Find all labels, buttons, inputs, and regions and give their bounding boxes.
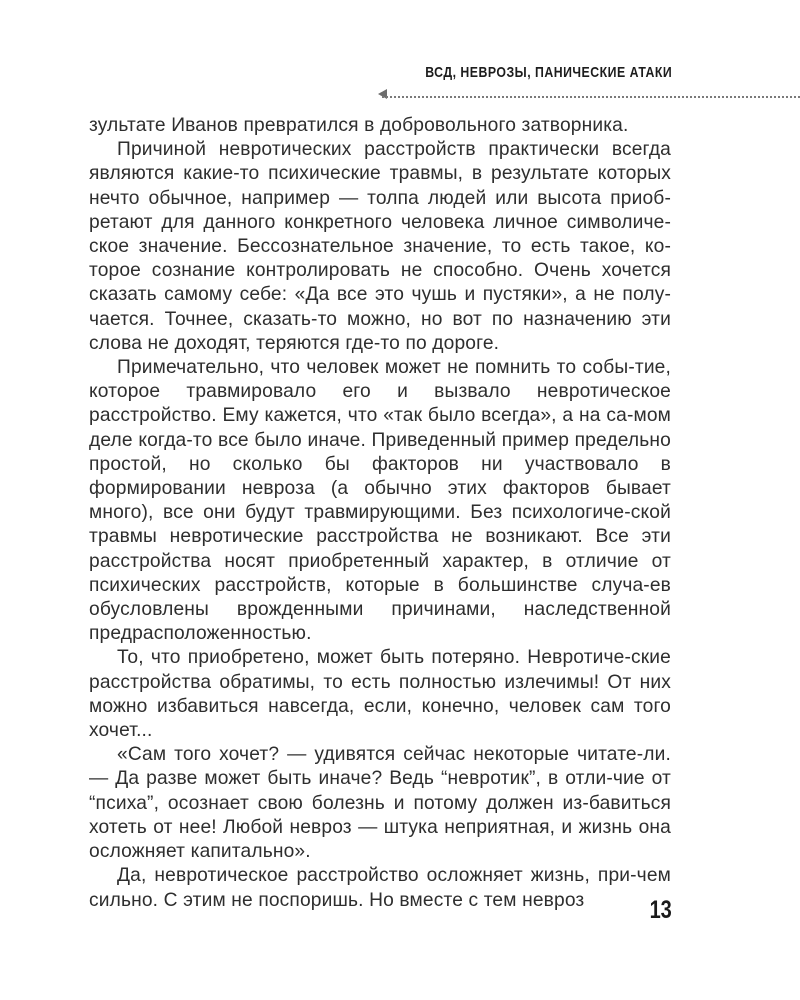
paragraph: То, что приобретено, может быть потеряно. Невротиче-ские расстройства обратимы, то есть полностью излечимы! От них можно избавиться навсегда, если, конечно, человек сам того хочет... xyxy=(89,647,671,742)
running-head-title: ВСД, НЕВРОЗЫ, ПАНИЧЕСКИЕ АТАКИ xyxy=(424,64,672,81)
page-number: 13 xyxy=(649,896,672,924)
header-dotted-rule xyxy=(382,96,800,98)
paragraph: Причиной невротических расстройств практически всегда являются какие-то психические травмы, в результате которых нечто обычное, например — толпа людей или высота приоб-ретают для данного конкретного человека личное символиче-ское значение. Бессознательное значение, то есть такое, ко-торое сознание контролировать не способно. Очень хочется сказать самому себе: «Да все это чушь и пустяки», а не полу-чается. Точнее, сказать-то можно, но вот по назначению эти слова не доходят, теряются где-то по дороге. xyxy=(89,139,671,354)
paragraph: «Сам того хочет? — удивятся сейчас некоторые читате-ли. — Да разве может быть иначе? Ведь “невротик”, в отли-чие от “психа”, осознает свою болезнь и потому должен из-бавиться хотеть от нее! Любой невроз — штука неприятная, и жизнь она осложняет капитально». xyxy=(89,744,671,863)
body-text xyxy=(89,114,671,913)
paragraph: Примечательно, что человек может не помнить то собы-тие, которое травмировало его и вызвало невротическое расстройство. Ему кажется, что «так было всегда», а на са-мом деле когда-то все было иначе. Приведенный пример предельно простой, но сколько бы факторов ни участвовало в формировании невроза (а обычно этих факторов бывает много), все они будут травмирующими. Без психологиче-ской травмы невротические расстройства не возникают. Все эти расстройства носят приобретенный характер, в отличие от психических расстройств, которые в большинстве случа-ев обусловлены врожденными причинами, наследственной предрасположенностью. xyxy=(89,357,671,645)
paragraph: Да, невротическое расстройство осложняет жизнь, при-чем сильно. С этим не поспоришь. Но вместе с тем невроз xyxy=(89,865,671,911)
paragraph-continuation: зультате Иванов превратился в добровольного затворника. xyxy=(89,115,629,136)
